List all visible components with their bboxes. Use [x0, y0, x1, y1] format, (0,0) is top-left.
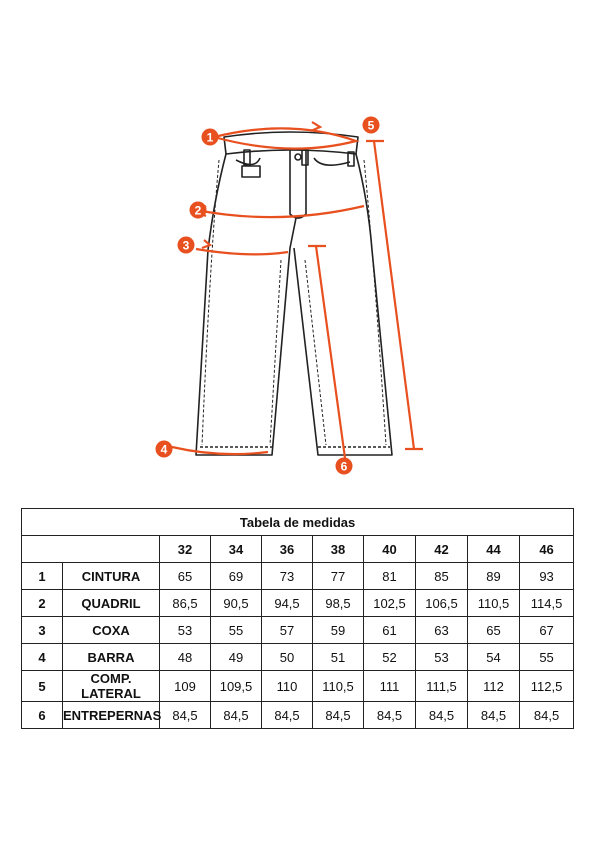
table-row-barra [22, 644, 574, 671]
value-cell: 48 [160, 644, 211, 671]
row-label: QUADRIL [63, 590, 160, 617]
value-cell: 84,5 [160, 702, 211, 729]
row-label: COMP. LATERAL [63, 671, 160, 702]
size-header-44: 44 [468, 536, 520, 563]
value-cell: 63 [416, 617, 468, 644]
value-cell: 54 [468, 644, 520, 671]
table-row-quadril [22, 590, 574, 617]
side-length-line [374, 141, 414, 449]
value-cell: 98,5 [313, 590, 364, 617]
value-cell: 61 [364, 617, 416, 644]
size-table [21, 508, 574, 729]
marker-4: 4 [160, 442, 168, 457]
table-row-entrepernas [22, 702, 574, 729]
value-cell: 110 [262, 671, 313, 702]
size-header-40: 40 [364, 536, 416, 563]
row-number: 6 [22, 702, 63, 729]
value-cell: 85 [416, 563, 468, 590]
value-cell: 53 [416, 644, 468, 671]
value-cell: 84,5 [364, 702, 416, 729]
value-cell: 57 [262, 617, 313, 644]
marker-5: 5 [367, 118, 375, 133]
marker-3: 3 [182, 238, 190, 253]
value-cell: 90,5 [211, 590, 262, 617]
value-cell: 106,5 [416, 590, 468, 617]
size-header-row [22, 536, 574, 563]
row-number: 5 [22, 671, 63, 702]
value-cell: 49 [211, 644, 262, 671]
row-number: 4 [22, 644, 63, 671]
value-cell: 51 [313, 644, 364, 671]
header-blank-cell [22, 536, 160, 563]
size-header-34: 34 [211, 536, 262, 563]
value-cell: 53 [160, 617, 211, 644]
value-cell: 55 [520, 644, 574, 671]
row-number: 1 [22, 563, 63, 590]
value-cell: 94,5 [262, 590, 313, 617]
value-cell: 109 [160, 671, 211, 702]
inseam-line [316, 246, 345, 458]
size-header-38: 38 [313, 536, 364, 563]
value-cell: 86,5 [160, 590, 211, 617]
value-cell: 65 [160, 563, 211, 590]
value-cell: 109,5 [211, 671, 262, 702]
value-cell: 84,5 [211, 702, 262, 729]
marker-2: 2 [194, 203, 202, 218]
value-cell: 112,5 [520, 671, 574, 702]
value-cell: 114,5 [520, 590, 574, 617]
value-cell: 84,5 [468, 702, 520, 729]
value-cell: 84,5 [416, 702, 468, 729]
hem-measure-line [172, 447, 268, 454]
table-row-cintura [22, 563, 574, 590]
value-cell: 55 [211, 617, 262, 644]
value-cell: 67 [520, 617, 574, 644]
row-label: BARRA [63, 644, 160, 671]
size-header-36: 36 [262, 536, 313, 563]
value-cell: 84,5 [262, 702, 313, 729]
row-number: 3 [22, 617, 63, 644]
value-cell: 84,5 [520, 702, 574, 729]
value-cell: 111,5 [416, 671, 468, 702]
row-label: COXA [63, 617, 160, 644]
table-title: Tabela de medidas [22, 509, 574, 536]
table-row-comp-lateral [22, 671, 574, 702]
row-label: ENTREPERNAS [63, 702, 160, 729]
value-cell: 81 [364, 563, 416, 590]
value-cell: 93 [520, 563, 574, 590]
table-row-coxa [22, 617, 574, 644]
marker-badges [156, 117, 380, 475]
row-label: CINTURA [63, 563, 160, 590]
value-cell: 111 [364, 671, 416, 702]
value-cell: 77 [313, 563, 364, 590]
value-cell: 110,5 [313, 671, 364, 702]
size-header-46: 46 [520, 536, 574, 563]
value-cell: 73 [262, 563, 313, 590]
size-header-32: 32 [160, 536, 211, 563]
value-cell: 65 [468, 617, 520, 644]
value-cell: 59 [313, 617, 364, 644]
value-cell: 50 [262, 644, 313, 671]
thigh-measure-line [196, 249, 288, 254]
marker-1: 1 [206, 130, 214, 145]
value-cell: 89 [468, 563, 520, 590]
row-number: 2 [22, 590, 63, 617]
value-cell: 102,5 [364, 590, 416, 617]
value-cell: 52 [364, 644, 416, 671]
value-cell: 84,5 [313, 702, 364, 729]
value-cell: 112 [468, 671, 520, 702]
size-header-42: 42 [416, 536, 468, 563]
size-chart [21, 508, 573, 729]
value-cell: 69 [211, 563, 262, 590]
pants-outline [196, 132, 392, 455]
hip-measure-line [194, 203, 364, 218]
marker-6: 6 [340, 459, 348, 474]
value-cell: 110,5 [468, 590, 520, 617]
